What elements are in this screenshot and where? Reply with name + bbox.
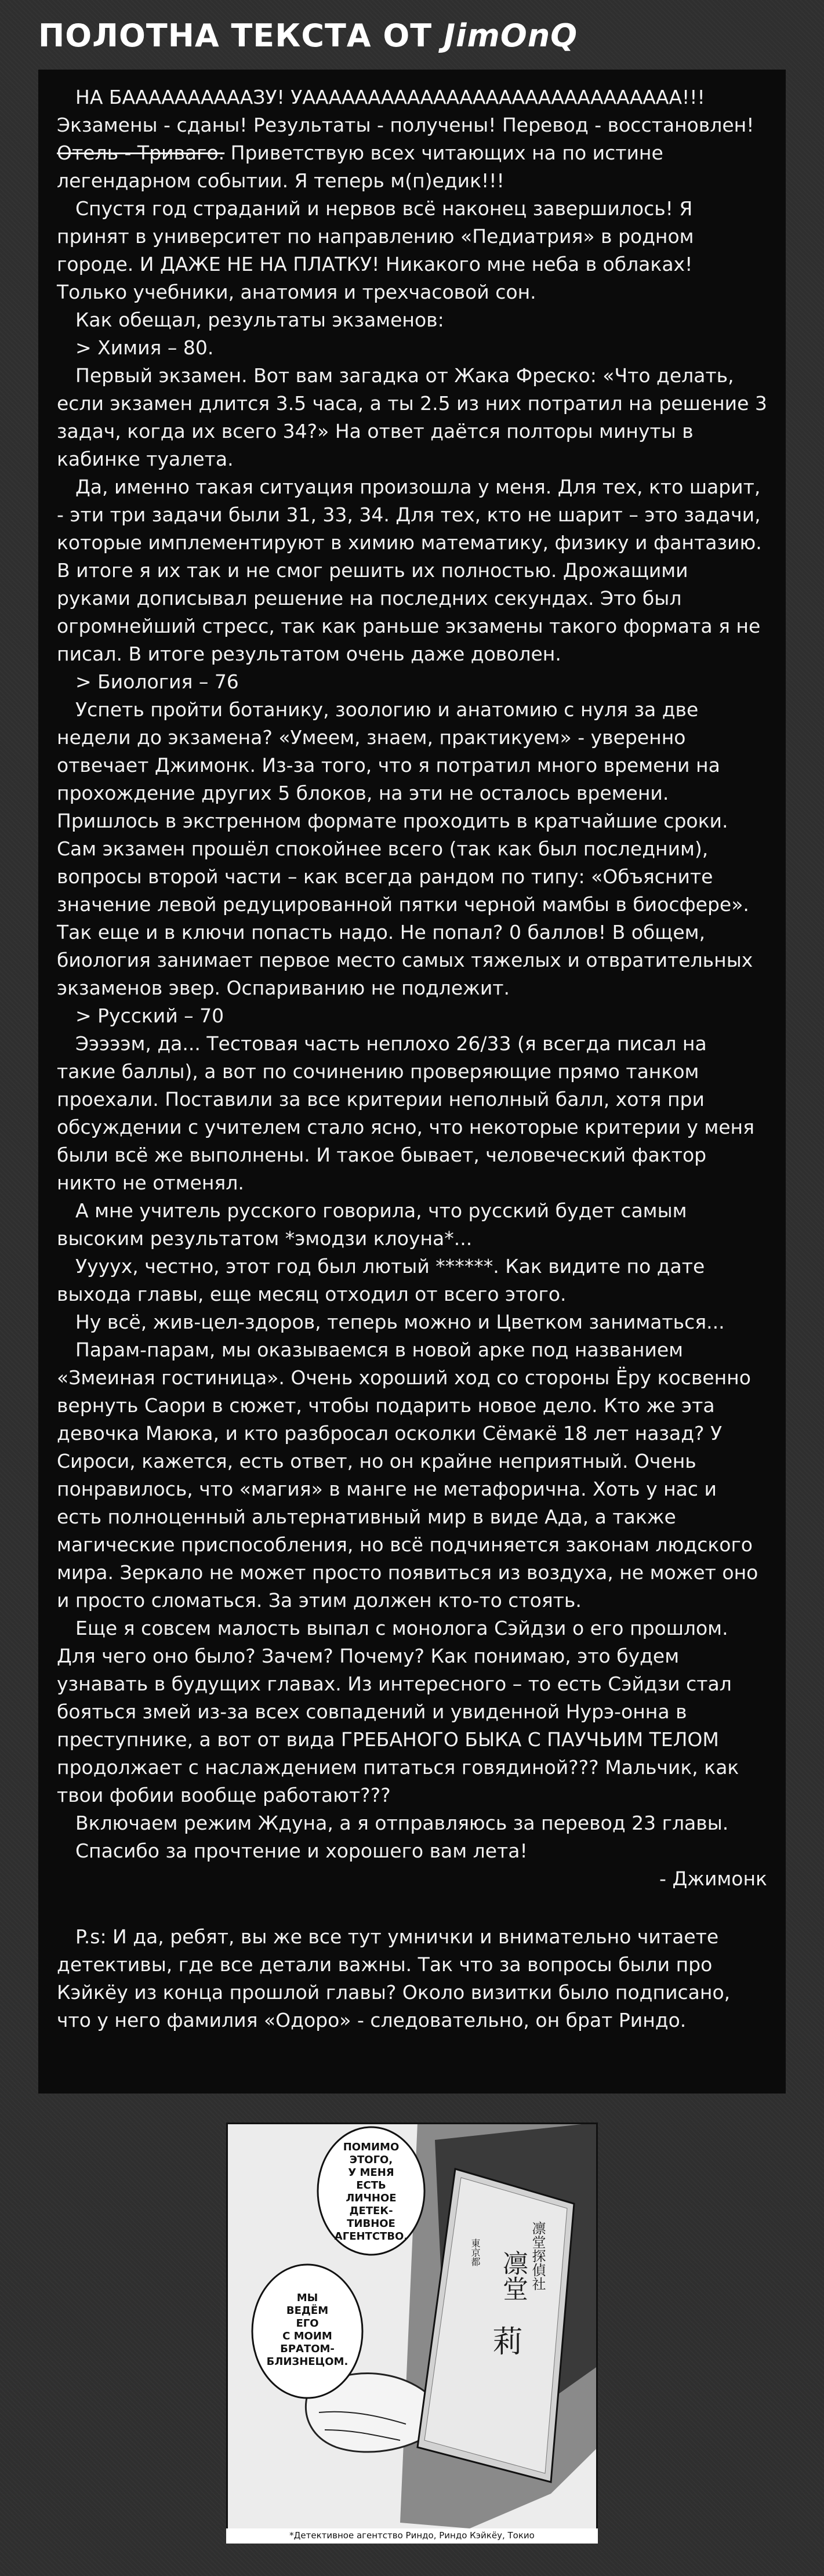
paragraph-results-intro: Как обещал, результаты экзаменов: bbox=[75, 309, 444, 331]
bubble-1-text: ПОМИМО ЭТОГО, У МЕНЯ ЕСТЬ ЛИЧНОЕ ДЕТЕК- ТИВНОЕ АГЕНТСТВО. bbox=[334, 2141, 408, 2243]
paragraph-ps: P.s: И да, ребят, вы же все тут умнички и внимательно читаете детективы, где все детали важны. Так что за вопросы были про Кэйкёу из конца прошлой главы? Около визитки было подписано, что у него фамилия «Одоро» - следовательно, он брат Риндо. bbox=[57, 1925, 731, 2031]
card-surname: 凛堂 bbox=[498, 2250, 528, 2301]
heading-biology: > Биология – 76 bbox=[75, 670, 239, 693]
card-subtext: 東京都 bbox=[470, 2238, 481, 2266]
heading-chemistry: > Химия – 80. bbox=[75, 336, 214, 359]
paragraph-arc: Парам-парам, мы оказываемся в новой арке под названием «Змеиная гостиница». Очень хороший ход со стороны Ёру косвенно вернуть Саори в сюжет, чтобы подарить новое дело. Кто же эта девочка Маюка, и кто разбросал осколки Сёмакё 18 лет назад? У Сироси, кажется, есть ответ, но он крайне неприятный. Очень понравилось, что «магия» в манге не метафорична. Хоть у нас и есть полноценный альтернативный мир в виде Ада, а также магические приспособления, но всё подчиняется законам людского мира. Зеркало не может просто появиться из воздуха, не может оно и просто сломаться. За этим должен кто-то стоять. bbox=[57, 1338, 758, 1612]
paragraph-russian-2: А мне учитель русского говорила, что русский будет самым высоким результатом *эмодзи клоуна*... bbox=[57, 1199, 687, 1250]
intro-strikethrough: Отель - Триваго. bbox=[57, 142, 225, 164]
bubble-2-text: МЫ ВЕДЁМ ЕГО С МОИМ БРАТОМ- БЛИЗНЕЦОМ. bbox=[266, 2292, 349, 2368]
paragraph-biology: Успеть пройти ботанику, зоологию и анатомию с нуля за две недели до экзамена? «Умеем, знаем, практикуем» - уверенно отвечает Джимонк. Из-за того, что я потратил много времени на прохождение других 5 блоков, на эти не осталось времени. Пришлось в экстренном формате проходить в кратчайшие сроки. Сам экзамен прошёл спокойнее всего (так как был последним), вопросы второй части – как всегда рандом по типу: «Объясните значение левой редуцированной пятки черной мамбы в биосфере». Так еще и в ключи попасть надо. Не попал? 0 баллов! В общем, биология занимает первое место самых тяжелых и отвратительных экзаменов эвер. Оспариванию не подлежит. bbox=[57, 698, 753, 999]
paragraph-admission: Спустя год страданий и нервов всё наконец завершилось! Я принят в университет по направлению «Педиатрия» в родном городе. И ДАЖЕ НЕ НА ПЛАТКУ! Никакого мне неба в облаках! Только учебники, анатомия и трехчасовой сон. bbox=[57, 197, 694, 303]
paragraph-russian-1: Эээээм, да... Тестовая часть неплохо 26/33 (я всегда писал на такие баллы), а вот по сочинению проверяющие прямо танком проехали. Поставили за все критерии неполный балл, хотя при обсуждении с учителем стало ясно, что некоторые критерии у меня были всё же выполнены. И такое бывает, человеческий фактор никто не отменял. bbox=[57, 1032, 754, 1194]
card-given-name: 莉 bbox=[487, 2325, 522, 2356]
paragraph-chemistry-1: Первый экзамен. Вот вам загадка от Жака Фреско: «Что делать, если экзамен длится 3.5 часа, а ты 2.5 из них потратил на решение 3 задач, когда их всего 34?» На ответ даётся полторы минуты в кабинке туалета. bbox=[57, 364, 767, 470]
manga-caption: *Детективное агентство Риндо, Риндо Кэйкёу, Токио bbox=[289, 2530, 535, 2541]
paragraph-waiting: Включаем режим Ждуна, а я отправляюсь за перевод 23 главы. bbox=[75, 1812, 729, 1834]
intro-text-a: НА БААААААААААЗУ! УААААААААААААААААААААААААААААА!!! Экзамены - сданы! Результаты - получены! Перевод - восстановлен! bbox=[57, 86, 754, 136]
intro-text-b: Приветствую всех читающих на по истине легендарном событии. Я теперь м(п)едик!!! bbox=[57, 142, 663, 192]
page-title bbox=[38, 13, 578, 59]
text-panel bbox=[38, 70, 786, 2094]
card-agency-name: 凛堂探偵社 bbox=[529, 2221, 546, 2291]
signature: - Джимонк bbox=[659, 1867, 767, 1890]
manga-panel bbox=[226, 2123, 598, 2544]
paragraph-intro bbox=[57, 84, 767, 195]
paragraph-seiji: Еще я совсем малость выпал с монолога Сэйдзи о его прошлом. Для чего оно было? Зачем? Почему? Как понимаю, это будем узнавать в будущих главах. Из интересного – то есть Сэйдзи стал бояться змей из-за всех совпадений и увиденной Нурэ-онна в преступнике, а вот от вида ГРЕБАНОГО БЫКА С ПАУЧЬИМ ТЕЛОМ продолжает с наслаждением питаться говядиной??? Мальчик, как твои фобии вообще работают??? bbox=[57, 1617, 739, 1806]
paragraph-year: Ууууx, честно, этот год был лютый ******. Как видите по дате выхода главы, еще месяц отходил от всего этого. bbox=[57, 1255, 705, 1305]
paragraph-thanks: Спасибо за прочтение и хорошего вам лета! bbox=[75, 1840, 528, 1862]
title-author: JimOnQ bbox=[443, 17, 578, 54]
heading-russian: > Русский – 70 bbox=[75, 1004, 224, 1027]
title-prefix: ПОЛОТНА ТЕКСТА ОТ bbox=[38, 17, 433, 54]
paragraph-chemistry-2: Да, именно такая ситуация произошла у меня. Для тех, кто шарит, - эти три задачи были 31, 33, 34. Для тех, кто не шарит – это задачи, которые имплементируют в химию математику, физику и фантазию. В итоге я их так и не смог решить их полностью. Дрожащими руками дописывал решение на последних секундах. Это был огромнейший стресс, так как раньше экзамены такого формата я не писал. В итоге результатом очень даже доволен. bbox=[57, 476, 762, 665]
paragraph-alive: Ну всё, жив-цел-здоров, теперь можно и Цветком заниматься... bbox=[75, 1311, 725, 1333]
